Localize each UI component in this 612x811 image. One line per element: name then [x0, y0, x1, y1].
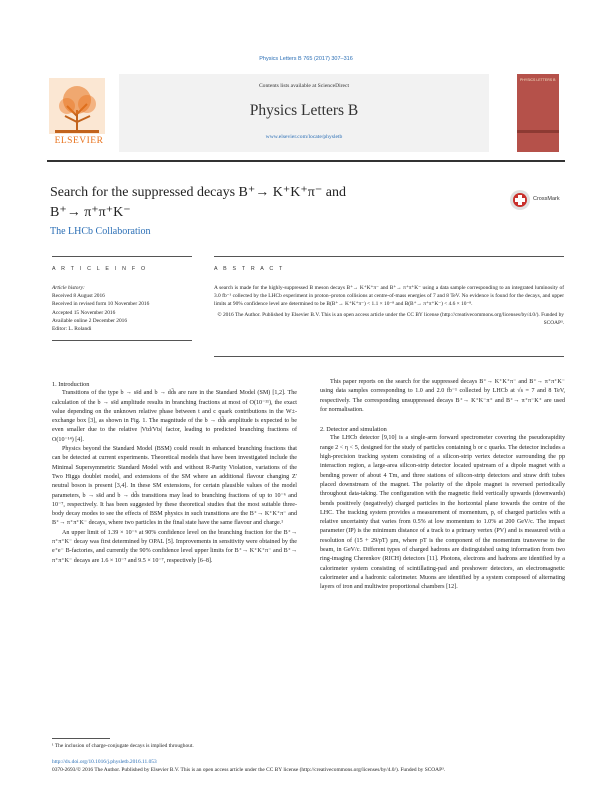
header-rule — [47, 160, 565, 162]
left-column — [52, 380, 297, 566]
info-rule — [52, 256, 192, 257]
paragraph: Transitions of the type b → ss̄d and b → dd̄s are rare in the Standard Model (SM) [1,2]. The calculation of the b → ss̄d amplitude results in branching fractions at most of O(10⁻¹¹), the exact value depending on the unknown relative phase between t and c quark contributions in the W±-exchange box [3], as shown in Fig. 1. The magnitude of the b → dd̄s amplitude is expected to be even smaller due to the relative |Vtd/Vts| factor, leading to predicted branching fractions of O(10⁻¹⁴) [4]. — [52, 390, 297, 443]
article-history — [52, 284, 192, 333]
journal-homepage-link[interactable]: www.elsevier.com/locate/physletb — [265, 134, 343, 140]
doi-link[interactable]: http://dx.doi.org/10.1016/j.physletb.2016.11.053 — [52, 759, 157, 765]
issn-license: 0370-2693/© 2016 The Author. Published by Elsevier B.V. This is an open access article under the CC BY license (http://creativecommons.org/licenses/by/4.0/). Funded by SCOAP³. — [52, 767, 446, 774]
title-line-1: Search for the suppressed decays B⁺→ K⁺K⁺π⁻ and — [50, 185, 346, 200]
crossmark-label: CrossMark — [533, 196, 560, 202]
right-column — [320, 378, 565, 593]
footnote-rule — [52, 738, 110, 739]
section-heading-detector: 2. Detector and simulation — [320, 426, 387, 434]
abstract-bottom-rule — [214, 356, 564, 357]
article-info-heading: A R T I C L E I N F O — [52, 266, 148, 272]
footer — [52, 758, 564, 774]
authors[interactable]: The LHCb Collaboration — [50, 226, 151, 237]
elsevier-logo — [47, 76, 113, 150]
abstract-rule — [214, 256, 564, 257]
section-heading-introduction: 1. Introduction — [52, 381, 90, 388]
journal-name: Physics Letters B — [249, 102, 359, 119]
history-line: Received in revised form 10 November 2016 — [52, 301, 150, 308]
history-line: Received 8 August 2016 — [52, 293, 105, 300]
journal-banner — [119, 74, 489, 152]
contents-line[interactable]: Contents lists available at ScienceDirect — [258, 83, 350, 89]
journal-reference[interactable]: Physics Letters B 765 (2017) 307–316 — [259, 56, 353, 62]
crossmark-icon — [509, 189, 531, 211]
article-info — [52, 266, 192, 333]
footnote: ¹ The inclusion of charge-conjugate decays is implied throughout. — [52, 743, 194, 749]
license-statement[interactable]: © 2016 The Author. Published by Elsevier B.V. This is an open access article under the CC BY license (http://creativecommons.org/licenses/by/4.0/). Funded by SCOAP³. — [217, 311, 564, 326]
paragraph: This paper reports on the search for the suppressed decays B⁺→ K⁺K⁺π⁻ and B⁺→ π⁺π⁺K⁻ using data samples corresponding to 1.0 and 2.0 fb⁻¹ collected by LHCb at √s = 7 and 8 TeV, respectively. The corresponding unsuppressed decays B⁺→ K⁺K⁻π⁺ and B⁺→ π⁺π⁻K⁺ are used for normalisation. — [320, 379, 565, 413]
abstract-heading: A B S T R A C T — [214, 266, 285, 272]
history-line: Editor: L. Rolandi — [52, 326, 92, 333]
crossmark-badge[interactable] — [509, 189, 569, 213]
abstract — [214, 266, 564, 327]
cover-title: PHYSICS LETTERS B — [520, 78, 556, 82]
paragraph: An upper limit of 1.39 × 10⁻⁶ at 90% confidence level on the branching fraction for the B⁺→ π⁺π⁺K⁻ decay was first determined by OPAL [5]. Improvements in sensitivity were obtained by the e⁺e⁻ B-factories, and currently the 90% confidence level upper limits for B⁺→ K⁺K⁺π⁻ and B⁺→ π⁺π⁺K⁻ decays are 1.6 × 10⁻⁷ and 9.5 × 10⁻⁷, respectively [6–8]. — [52, 529, 297, 564]
cover-band — [517, 130, 559, 133]
info-bottom-rule — [52, 340, 192, 341]
history-line: Article history: — [52, 285, 85, 291]
title-line-2: B⁺→ π⁺π⁺K⁻ — [50, 205, 131, 220]
paragraph: Physics beyond the Standard Model (BSM) could result in enhanced branching fractions that can be detected at current experiments. Theoretical models that have been investigated include the Minimal Supersymmetric Standard Model with and without R-Parity Violation, variations of the Two Higgs doublet model, and extensions of the SM where an additional flavour changing Z′ neutral boson is present [3,4]. In these SM extensions, for certain plausible values of the model parameters, b → ss̄d and b → dd̄s transitions may lead to branching fractions of up to 10⁻⁶ and 10⁻⁷, respectively. It has been suggested by these theoretical studies that the most suitable three-body decay modes to see the effects of BSM physics in such transitions are the B⁺→ K⁺K⁺π⁻ and B⁺→ π⁺π⁺K⁻ decays, where two particles in the final state have the same flavour and charge.¹ — [52, 446, 297, 527]
publisher-name: ELSEVIER — [54, 136, 104, 146]
abstract-text: A search is made for the highly-suppressed B meson decays B⁺→ K⁺K⁺π⁻ and B⁺→ π⁺π⁺K⁻ using a data sample corresponding to an integrated luminosity of 3.0 fb⁻¹ collected by the LHCb experiment in proton–proton collisions at centre-of-mass energies of 7 and 8 TeV. No evidence is found for the decays, and upper limits at 90% confidence level are determined to be B(B⁺→ K⁺K⁺π⁻) < 1.1 × 10⁻⁸ and B(B⁺→ π⁺π⁺K⁻) < 4.6 × 10⁻⁸. — [214, 285, 564, 308]
journal-header — [47, 74, 559, 154]
paragraph: The LHCb detector [9,10] is a single-arm forward spectrometer covering the pseudorapidity range 2 < η < 5, designed for the study of particles containing b or c quarks. The detector includes a high-precision tracking system consisting of a silicon-strip vertex detector surrounding the pp interaction region, a large-area silicon-strip detector located upstream of a dipole magnet with a bending power of about 4 Tm, and three stations of silicon-strip detectors and straw drift tubes placed downstream of the magnet. The polarity of the dipole magnet is reversed periodically throughout data-taking. The configuration with the magnetic field vertically upwards (downwards) bends positively (negatively) charged particles in the horizontal plane towards the centre of the LHC. The tracking system provides a measurement of momentum, p, of charged particles with a relative uncertainty that varies from 0.5% at low momentum to 1.0% at 200 GeV/c. The impact parameter (IP) is the minimum distance of a track to a primary vertex (PV) and is measured with a resolution of (15 + 29/pT) µm, where pT is the component of the momentum transverse to the beam, in GeV/c. Different types of charged hadrons are distinguished using information from two ring-imaging Cherenkov (RICH) detectors [11]. Photons, electrons and hadrons are identified by a calorimeter system consisting of scintillating-pad and preshower detectors, an electromagnetic calorimeter and a hadronic calorimeter. Muons are identified by a system composed of alternating layers of iron and multiwire proportional chambers [12]. — [320, 435, 565, 591]
journal-cover-thumbnail — [517, 74, 559, 152]
article-title — [50, 183, 490, 223]
history-line: Accepted 15 November 2016 — [52, 309, 116, 316]
history-line: Available online 2 December 2016 — [52, 317, 128, 324]
